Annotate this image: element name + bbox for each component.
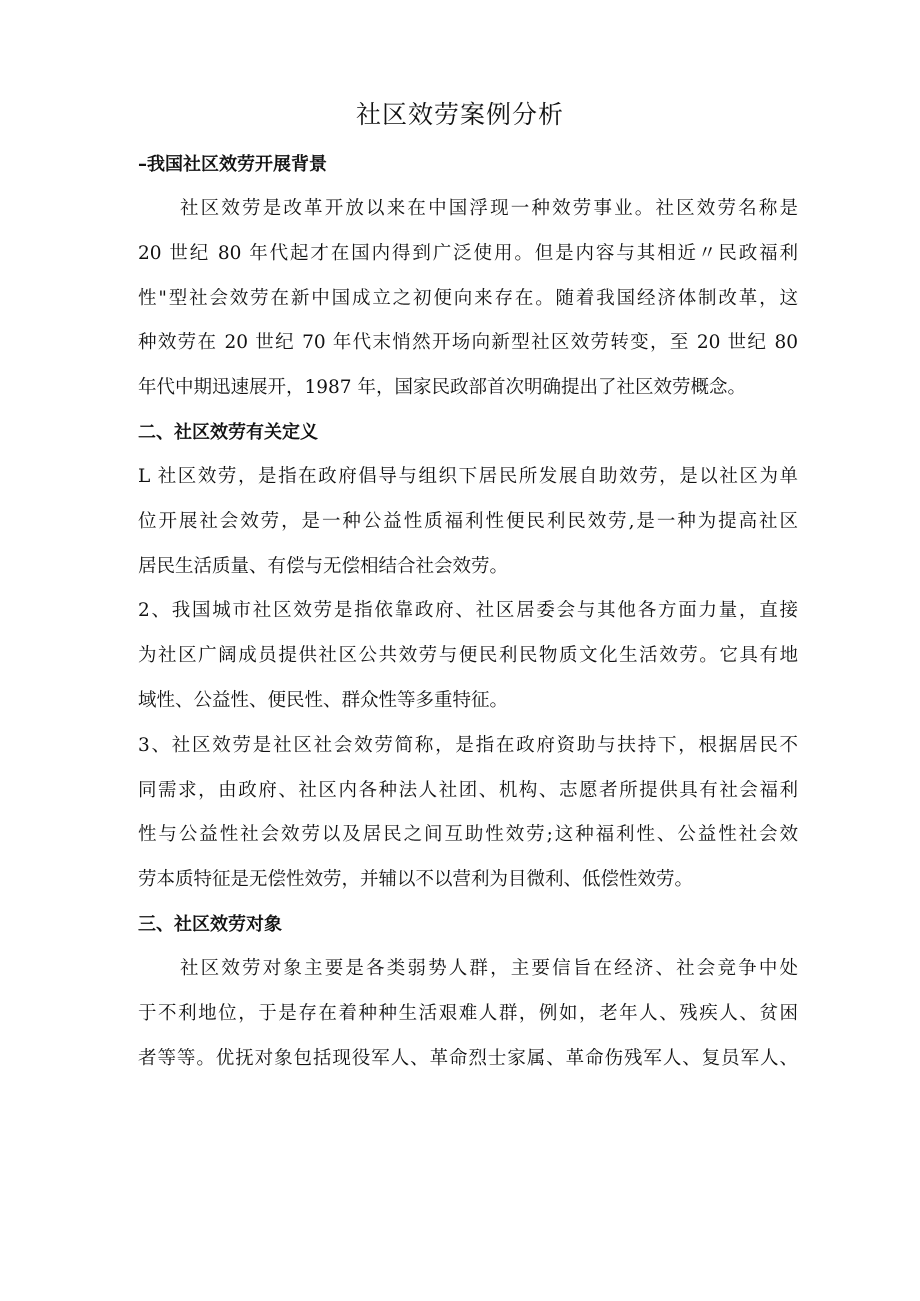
section-heading: 三、社区效劳对象: [138, 913, 282, 935]
paragraph-line: 20 世纪 80 年代起才在国内得到广泛使用。但是内容与其相近〃民政福利: [138, 242, 798, 264]
section-definitions: [138, 411, 798, 903]
paragraph: [138, 187, 798, 411]
paragraph-line: 社区效劳是改革开放以来在中国浮现一种效劳事业。社区效劳名称是: [180, 198, 798, 219]
paragraph-line: 域性、公益性、便民性、群众性等多重特征。: [138, 689, 509, 711]
page-title: 社区效劳案例分析: [355, 100, 564, 129]
paragraph-line: 者等等。优抚对象包括现役军人、革命烈士家属、革命伤残军人、复员军人、: [138, 1047, 798, 1069]
paragraph-line: 种效劳在 20 世纪 70 年代末悄然开场向新型社区效劳转变，至 20 世纪 80: [138, 332, 798, 354]
paragraph-line: 劳本质特征是无偿性效劳，并辅以不以营利为目微利、低偿性效劳。: [138, 869, 694, 891]
paragraph-line: 年代中期迅速展开，1987 年，国家民政部首次明确提出了社区效劳概念。: [138, 377, 746, 399]
paragraph-line: 为社区广阔成员提供社区公共效劳与便民利民物质文化生活效劳。它具有地: [138, 645, 798, 667]
paragraph-line: 3、社区效劳是社区社会效劳简称，是指在政府资助与扶持下，根据居民不: [138, 734, 798, 756]
section-background: [138, 143, 798, 411]
paragraph-line: L 社区效劳，是指在政府倡导与组织下居民所发展自助效劳，是以社区为单: [138, 465, 798, 487]
document-body: [138, 143, 798, 1081]
paragraph: [138, 724, 798, 903]
section-heading: 二、社区效劳有关定义: [138, 421, 318, 443]
paragraph: [138, 455, 798, 589]
paragraph: [138, 947, 798, 1081]
paragraph-line: 位开展社会效劳，是一种公益性质福利性便民利民效劳,是一种为提高社区: [138, 510, 798, 532]
paragraph-line: 同需求，由政府、社区内各种法人社团、机构、志愿者所提供具有社会福利: [138, 779, 798, 801]
paragraph-line: 居民生活质量、有偿与无偿相结合社会效劳。: [138, 555, 509, 577]
paragraph-line: 2、我国城市社区效劳是指依靠政府、社区居委会与其他各方面力量，直接: [138, 600, 798, 622]
paragraph-line: 性"型社会效劳在新中国成立之初便向来存在。随着我国经济体制改革，这: [138, 287, 798, 309]
paragraph-line: 社区效劳对象主要是各类弱势人群，主要信旨在经济、社会竞争中处: [180, 957, 798, 979]
section-heading: –我国社区效劳开展背景: [138, 154, 327, 175]
paragraph-line: 于不利地位，于是存在着种种生活艰难人群，例如，老年人、残疾人、贫困: [138, 1002, 798, 1024]
section-targets: [138, 903, 798, 1081]
paragraph-line: 性与公益性社会效劳以及居民之间互助性效劳;这种福利性、公益性社会效: [138, 824, 798, 846]
paragraph: [138, 589, 798, 723]
